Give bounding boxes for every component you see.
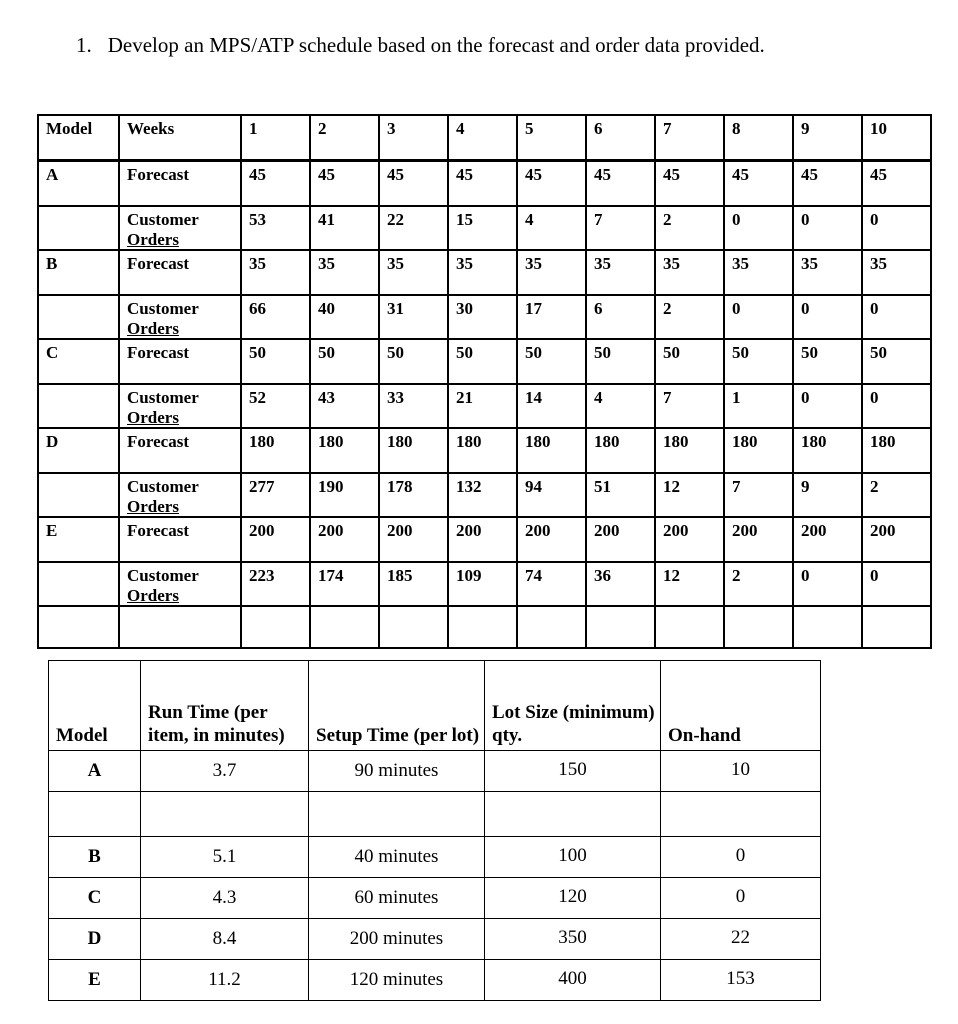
value-cell: 45 (379, 161, 448, 207)
value-cell: 2 (724, 562, 793, 606)
on-hand-cell: 0 (661, 837, 821, 878)
model-cell: D (49, 919, 141, 960)
value-cell: 200 (448, 517, 517, 562)
params-header-on-hand: On-hand (661, 661, 821, 751)
empty-cell (379, 606, 448, 648)
table-row-a-forecast (38, 161, 931, 207)
lot-size-cell: 350 (485, 919, 661, 960)
value-cell: 50 (793, 339, 862, 384)
setup-time-cell: 90 minutes (309, 751, 485, 792)
question-number: 1. (76, 33, 92, 57)
header-week-9: 9 (793, 115, 862, 161)
value-cell: 45 (724, 161, 793, 207)
value-cell: 30 (448, 295, 517, 339)
value-cell: 200 (793, 517, 862, 562)
row-label-line2: Orders (127, 229, 179, 249)
header-week-1: 1 (241, 115, 310, 161)
row-label-line1: Customer (127, 477, 199, 497)
header-week-2: 2 (310, 115, 379, 161)
on-hand-cell: 22 (661, 919, 821, 960)
header-week-5: 5 (517, 115, 586, 161)
value-cell: 0 (793, 295, 862, 339)
value-cell: 36 (586, 562, 655, 606)
value-cell: 50 (517, 339, 586, 384)
value-cell: 40 (310, 295, 379, 339)
value-cell: 0 (862, 206, 931, 250)
value-cell: 43 (310, 384, 379, 428)
value-cell: 50 (448, 339, 517, 384)
run-time-cell: 5.1 (141, 837, 309, 878)
row-label-cell: Forecast (119, 517, 241, 562)
value-cell: 35 (310, 250, 379, 295)
value-cell: 33 (379, 384, 448, 428)
empty-cell (310, 606, 379, 648)
table-row-a-orders (38, 206, 931, 250)
empty-cell (241, 606, 310, 648)
header-model: Model (38, 115, 119, 161)
run-time-cell: 11.2 (141, 960, 309, 1001)
model-parameters-table (48, 660, 821, 1001)
lot-size-cell: 150 (485, 751, 661, 792)
model-cell (38, 473, 119, 517)
value-cell: 180 (793, 428, 862, 473)
value-cell: 6 (586, 295, 655, 339)
value-cell: 109 (448, 562, 517, 606)
value-cell: 15 (448, 206, 517, 250)
value-cell: 174 (310, 562, 379, 606)
row-label-line1: Customer (127, 210, 199, 229)
value-cell: 180 (517, 428, 586, 473)
value-cell: 12 (655, 473, 724, 517)
value-cell: 1 (724, 384, 793, 428)
on-hand-cell: 10 (661, 751, 821, 792)
value-cell: 51 (586, 473, 655, 517)
value-cell: 94 (517, 473, 586, 517)
value-cell: 45 (517, 161, 586, 207)
value-cell: 180 (448, 428, 517, 473)
header-week-3: 3 (379, 115, 448, 161)
value-cell: 4 (586, 384, 655, 428)
value-cell: 53 (241, 206, 310, 250)
model-cell (38, 295, 119, 339)
row-label-line2: Orders (127, 407, 179, 427)
value-cell: 35 (448, 250, 517, 295)
params-empty-row (49, 792, 821, 837)
value-cell: 50 (379, 339, 448, 384)
row-label-line2: Orders (127, 496, 179, 516)
value-cell: 45 (310, 161, 379, 207)
row-label-line2: Orders (127, 318, 179, 338)
value-cell: 50 (724, 339, 793, 384)
value-cell: 180 (724, 428, 793, 473)
model-cell: C (38, 339, 119, 384)
empty-cell (141, 792, 309, 837)
value-cell: 180 (586, 428, 655, 473)
value-cell: 200 (862, 517, 931, 562)
value-cell: 7 (724, 473, 793, 517)
value-cell: 50 (862, 339, 931, 384)
params-row-d (49, 919, 821, 960)
run-time-cell: 8.4 (141, 919, 309, 960)
value-cell: 2 (655, 295, 724, 339)
value-cell: 45 (862, 161, 931, 207)
table-row-c-orders (38, 384, 931, 428)
lot-size-cell: 120 (485, 878, 661, 919)
empty-cell (517, 606, 586, 648)
value-cell: 7 (586, 206, 655, 250)
params-header-model: Model (49, 661, 141, 751)
value-cell: 2 (862, 473, 931, 517)
value-cell: 66 (241, 295, 310, 339)
empty-cell (724, 606, 793, 648)
value-cell: 45 (448, 161, 517, 207)
empty-cell (38, 606, 119, 648)
value-cell: 200 (241, 517, 310, 562)
value-cell: 0 (793, 206, 862, 250)
value-cell: 17 (517, 295, 586, 339)
model-cell: C (49, 878, 141, 919)
params-row-b (49, 837, 821, 878)
empty-cell (49, 792, 141, 837)
model-cell (38, 206, 119, 250)
value-cell: 35 (793, 250, 862, 295)
lot-size-cell: 400 (485, 960, 661, 1001)
value-cell: 50 (655, 339, 724, 384)
empty-cell (655, 606, 724, 648)
header-weeks: Weeks (119, 115, 241, 161)
table-row-e-forecast (38, 517, 931, 562)
on-hand-cell: 153 (661, 960, 821, 1001)
empty-cell (586, 606, 655, 648)
value-cell: 200 (655, 517, 724, 562)
forecast-schedule-table (37, 114, 932, 649)
row-label-cell: Forecast (119, 161, 241, 207)
schedule-header-row (38, 115, 931, 161)
header-week-8: 8 (724, 115, 793, 161)
row-label-cell (119, 562, 241, 606)
value-cell: 0 (862, 562, 931, 606)
header-week-7: 7 (655, 115, 724, 161)
value-cell: 35 (517, 250, 586, 295)
model-cell: D (38, 428, 119, 473)
row-label-line1: Customer (127, 388, 199, 408)
setup-time-cell: 200 minutes (309, 919, 485, 960)
value-cell: 180 (862, 428, 931, 473)
question-text: Develop an MPS/ATP schedule based on the forecast and order data provided. (107, 33, 765, 57)
row-label-line2: Orders (127, 585, 179, 605)
value-cell: 277 (241, 473, 310, 517)
row-label-cell (119, 473, 241, 517)
params-row-c (49, 878, 821, 919)
value-cell: 31 (379, 295, 448, 339)
value-cell: 0 (724, 295, 793, 339)
value-cell: 7 (655, 384, 724, 428)
header-week-10: 10 (862, 115, 931, 161)
value-cell: 0 (724, 206, 793, 250)
value-cell: 132 (448, 473, 517, 517)
table-row-b-orders (38, 295, 931, 339)
params-row-a (49, 751, 821, 792)
model-cell: A (38, 161, 119, 207)
value-cell: 180 (655, 428, 724, 473)
value-cell: 35 (241, 250, 310, 295)
value-cell: 200 (310, 517, 379, 562)
value-cell: 35 (655, 250, 724, 295)
value-cell: 45 (793, 161, 862, 207)
table-row-d-forecast (38, 428, 931, 473)
value-cell: 2 (655, 206, 724, 250)
model-cell (38, 562, 119, 606)
value-cell: 35 (724, 250, 793, 295)
on-hand-cell: 0 (661, 878, 821, 919)
value-cell: 0 (793, 384, 862, 428)
row-label-line1: Customer (127, 299, 199, 319)
model-cell: B (49, 837, 141, 878)
run-time-cell: 3.7 (141, 751, 309, 792)
value-cell: 200 (724, 517, 793, 562)
value-cell: 12 (655, 562, 724, 606)
value-cell: 52 (241, 384, 310, 428)
params-header-run-time: Run Time (per item, in minutes) (141, 661, 309, 751)
row-label-cell: Forecast (119, 428, 241, 473)
value-cell: 74 (517, 562, 586, 606)
table-row-e-orders (38, 562, 931, 606)
table-row-b-forecast (38, 250, 931, 295)
params-header-setup-time: Setup Time (per lot) (309, 661, 485, 751)
header-week-6: 6 (586, 115, 655, 161)
empty-cell (448, 606, 517, 648)
value-cell: 180 (241, 428, 310, 473)
table-row-c-forecast (38, 339, 931, 384)
params-row-e (49, 960, 821, 1001)
empty-cell (862, 606, 931, 648)
row-label-cell (119, 295, 241, 339)
model-cell: A (49, 751, 141, 792)
value-cell: 180 (310, 428, 379, 473)
params-header-row (49, 661, 821, 751)
empty-cell (661, 792, 821, 837)
row-label-cell (119, 384, 241, 428)
empty-cell (309, 792, 485, 837)
run-time-cell: 4.3 (141, 878, 309, 919)
header-week-4: 4 (448, 115, 517, 161)
value-cell: 200 (517, 517, 586, 562)
value-cell: 0 (862, 384, 931, 428)
value-cell: 35 (862, 250, 931, 295)
value-cell: 200 (379, 517, 448, 562)
value-cell: 41 (310, 206, 379, 250)
schedule-empty-row (38, 606, 931, 648)
model-cell (38, 384, 119, 428)
model-cell: E (49, 960, 141, 1001)
value-cell: 223 (241, 562, 310, 606)
row-label-cell: Forecast (119, 250, 241, 295)
value-cell: 50 (241, 339, 310, 384)
value-cell: 22 (379, 206, 448, 250)
value-cell: 14 (517, 384, 586, 428)
row-label-line1: Customer (127, 566, 199, 586)
value-cell: 50 (586, 339, 655, 384)
empty-cell (485, 792, 661, 837)
value-cell: 45 (586, 161, 655, 207)
value-cell: 0 (793, 562, 862, 606)
model-cell: E (38, 517, 119, 562)
value-cell: 190 (310, 473, 379, 517)
setup-time-cell: 120 minutes (309, 960, 485, 1001)
table-row-d-orders (38, 473, 931, 517)
value-cell: 50 (310, 339, 379, 384)
value-cell: 21 (448, 384, 517, 428)
value-cell: 180 (379, 428, 448, 473)
setup-time-cell: 40 minutes (309, 837, 485, 878)
value-cell: 45 (655, 161, 724, 207)
value-cell: 45 (241, 161, 310, 207)
value-cell: 200 (586, 517, 655, 562)
value-cell: 178 (379, 473, 448, 517)
question-title (76, 33, 765, 58)
value-cell: 4 (517, 206, 586, 250)
value-cell: 35 (379, 250, 448, 295)
value-cell: 185 (379, 562, 448, 606)
value-cell: 9 (793, 473, 862, 517)
lot-size-cell: 100 (485, 837, 661, 878)
params-header-lot-size: Lot Size (minimum) qty. (485, 661, 661, 751)
value-cell: 0 (862, 295, 931, 339)
model-cell: B (38, 250, 119, 295)
setup-time-cell: 60 minutes (309, 878, 485, 919)
empty-cell (793, 606, 862, 648)
row-label-cell: Forecast (119, 339, 241, 384)
value-cell: 35 (586, 250, 655, 295)
row-label-cell (119, 206, 241, 250)
empty-cell (119, 606, 241, 648)
